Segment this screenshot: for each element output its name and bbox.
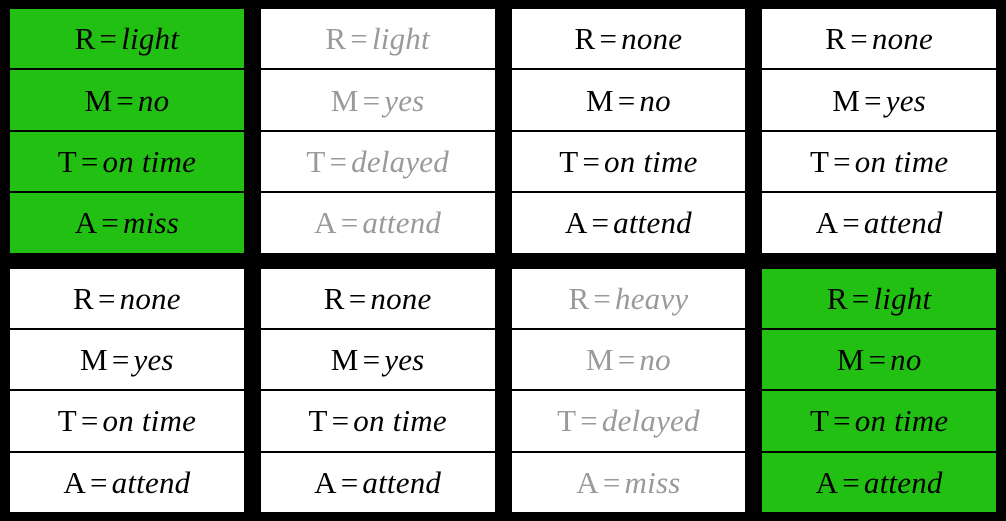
attribute-value: delayed bbox=[351, 143, 449, 179]
scenario-attribute-row bbox=[762, 453, 996, 512]
attribute-key: M bbox=[330, 342, 359, 378]
attribute-value: on time bbox=[604, 143, 698, 179]
scenario-attribute-row bbox=[261, 9, 495, 70]
attribute-value: no bbox=[890, 342, 922, 378]
attribute-value: on time bbox=[353, 403, 447, 439]
equals-sign: = bbox=[833, 143, 851, 179]
scenario-attribute-row bbox=[762, 391, 996, 452]
attribute-key: R bbox=[73, 280, 94, 316]
attribute-key: A bbox=[74, 205, 98, 241]
equals-sign: = bbox=[582, 143, 601, 179]
equals-sign: = bbox=[602, 464, 621, 500]
attribute-value: yes bbox=[885, 82, 926, 118]
equals-sign: = bbox=[350, 21, 368, 57]
scenario-attribute-row bbox=[10, 132, 244, 193]
attribute-value: on time bbox=[854, 143, 949, 179]
scenario-attribute-row bbox=[762, 330, 996, 391]
attribute-key: R bbox=[574, 21, 596, 57]
scenario-attribute-row bbox=[512, 391, 746, 452]
scenario-attribute-row bbox=[762, 9, 996, 70]
attribute-key: M bbox=[836, 342, 865, 378]
attribute-value: no bbox=[639, 342, 671, 378]
attribute-value: on time bbox=[854, 403, 949, 439]
scenario-attribute-row bbox=[762, 269, 996, 330]
attribute-value: attend bbox=[362, 205, 442, 241]
equals-sign: = bbox=[599, 21, 618, 57]
attribute-key: R bbox=[825, 21, 847, 57]
attribute-key: A bbox=[815, 205, 839, 241]
equals-sign: = bbox=[99, 21, 118, 57]
attribute-value: light bbox=[371, 21, 430, 57]
attribute-key: A bbox=[63, 464, 86, 500]
attribute-value: no bbox=[137, 82, 170, 118]
attribute-key: M bbox=[80, 342, 108, 378]
attribute-value: attend bbox=[362, 464, 442, 500]
attribute-key: M bbox=[832, 82, 861, 118]
equals-sign: = bbox=[864, 82, 882, 118]
attribute-key: A bbox=[314, 464, 337, 500]
equals-sign: = bbox=[850, 21, 868, 57]
attribute-value: attend bbox=[111, 464, 191, 500]
attribute-key: R bbox=[826, 280, 848, 316]
equals-sign: = bbox=[617, 82, 636, 118]
attribute-value: attend bbox=[613, 205, 692, 241]
equals-sign: = bbox=[362, 342, 381, 378]
scenario-attribute-row bbox=[261, 453, 495, 512]
attribute-value: light bbox=[121, 21, 180, 57]
attribute-key: T bbox=[809, 143, 830, 179]
scenario-attribute-row bbox=[512, 269, 746, 330]
scenario-attribute-row bbox=[762, 132, 996, 193]
attribute-key: T bbox=[306, 143, 326, 179]
equals-sign: = bbox=[80, 143, 99, 179]
scenario-attribute-row bbox=[10, 453, 244, 512]
equals-sign: = bbox=[101, 205, 120, 241]
attribute-key: M bbox=[585, 82, 614, 118]
scenario-attribute-row bbox=[261, 391, 495, 452]
attribute-value: miss bbox=[123, 205, 179, 241]
equals-sign: = bbox=[97, 280, 116, 316]
scenario-card[interactable] bbox=[8, 267, 246, 515]
attribute-value: light bbox=[873, 280, 932, 316]
attribute-value: miss bbox=[624, 464, 681, 500]
attribute-value: yes bbox=[384, 342, 425, 378]
attribute-key: A bbox=[815, 464, 839, 500]
attribute-key: T bbox=[557, 403, 577, 439]
scenario-attribute-row bbox=[10, 70, 244, 131]
equals-sign: = bbox=[842, 464, 860, 500]
equals-sign: = bbox=[868, 342, 887, 378]
attribute-value: none bbox=[871, 21, 933, 57]
equals-sign: = bbox=[593, 280, 612, 316]
equals-sign: = bbox=[116, 82, 134, 118]
attribute-value: on time bbox=[102, 403, 197, 439]
scenario-attribute-row bbox=[261, 330, 495, 391]
attribute-key: R bbox=[568, 280, 590, 316]
equals-sign: = bbox=[842, 205, 860, 241]
scenario-attribute-row bbox=[10, 330, 244, 391]
scenario-card[interactable] bbox=[510, 267, 748, 515]
attribute-value: delayed bbox=[601, 403, 700, 439]
attribute-value: attend bbox=[863, 205, 943, 241]
attribute-value: yes bbox=[384, 82, 425, 118]
scenario-attribute-row bbox=[261, 70, 495, 131]
equals-sign: = bbox=[851, 280, 870, 316]
scenario-card[interactable] bbox=[259, 7, 497, 255]
scenario-attribute-row bbox=[10, 269, 244, 330]
attribute-key: T bbox=[559, 143, 579, 179]
scenario-attribute-row bbox=[10, 9, 244, 70]
scenario-card[interactable] bbox=[760, 267, 998, 515]
attribute-value: heavy bbox=[615, 280, 689, 316]
attribute-key: R bbox=[74, 21, 96, 57]
scenario-attribute-row bbox=[512, 70, 746, 131]
attribute-value: yes bbox=[133, 342, 174, 378]
attribute-key: R bbox=[325, 21, 347, 57]
scenario-attribute-row bbox=[512, 132, 746, 193]
equals-sign: = bbox=[89, 464, 108, 500]
equals-sign: = bbox=[362, 82, 381, 118]
attribute-value: none bbox=[621, 21, 683, 57]
attribute-value: none bbox=[370, 280, 432, 316]
attribute-key: T bbox=[57, 403, 77, 439]
scenario-attribute-row bbox=[512, 193, 746, 252]
attribute-key: M bbox=[585, 342, 614, 378]
attribute-value: no bbox=[639, 82, 671, 118]
scenario-attribute-row bbox=[512, 9, 746, 70]
scenario-attribute-row bbox=[762, 70, 996, 131]
scenario-attribute-row bbox=[10, 193, 244, 252]
equals-sign: = bbox=[340, 205, 359, 241]
scenario-card[interactable] bbox=[510, 7, 748, 255]
equals-sign: = bbox=[340, 464, 359, 500]
scenario-attribute-row bbox=[512, 453, 746, 512]
attribute-key: T bbox=[809, 403, 830, 439]
equals-sign: = bbox=[331, 403, 350, 439]
attribute-key: A bbox=[314, 205, 337, 241]
scenario-card[interactable] bbox=[760, 7, 998, 255]
equals-sign: = bbox=[329, 143, 348, 179]
equals-sign: = bbox=[111, 342, 130, 378]
equals-sign: = bbox=[617, 342, 636, 378]
attribute-key: A bbox=[576, 464, 599, 500]
equals-sign: = bbox=[80, 403, 99, 439]
scenario-attribute-row bbox=[762, 193, 996, 252]
attribute-value: none bbox=[119, 280, 181, 316]
scenario-attribute-row bbox=[261, 132, 495, 193]
equals-sign: = bbox=[580, 403, 598, 439]
attribute-key: R bbox=[323, 280, 345, 316]
equals-sign: = bbox=[833, 403, 851, 439]
attribute-key: T bbox=[57, 143, 77, 179]
scenario-attribute-row bbox=[261, 193, 495, 252]
attribute-key: M bbox=[330, 82, 359, 118]
scenario-card[interactable] bbox=[8, 7, 246, 255]
attribute-key: A bbox=[564, 205, 588, 241]
scenario-attribute-row bbox=[261, 269, 495, 330]
attribute-value: on time bbox=[102, 143, 197, 179]
attribute-key: T bbox=[308, 403, 328, 439]
scenario-attribute-row bbox=[512, 330, 746, 391]
attribute-value: attend bbox=[863, 464, 943, 500]
scenario-attribute-row bbox=[10, 391, 244, 452]
scenario-card[interactable] bbox=[259, 267, 497, 515]
attribute-key: M bbox=[84, 82, 113, 118]
equals-sign: = bbox=[591, 205, 610, 241]
equals-sign: = bbox=[348, 280, 367, 316]
